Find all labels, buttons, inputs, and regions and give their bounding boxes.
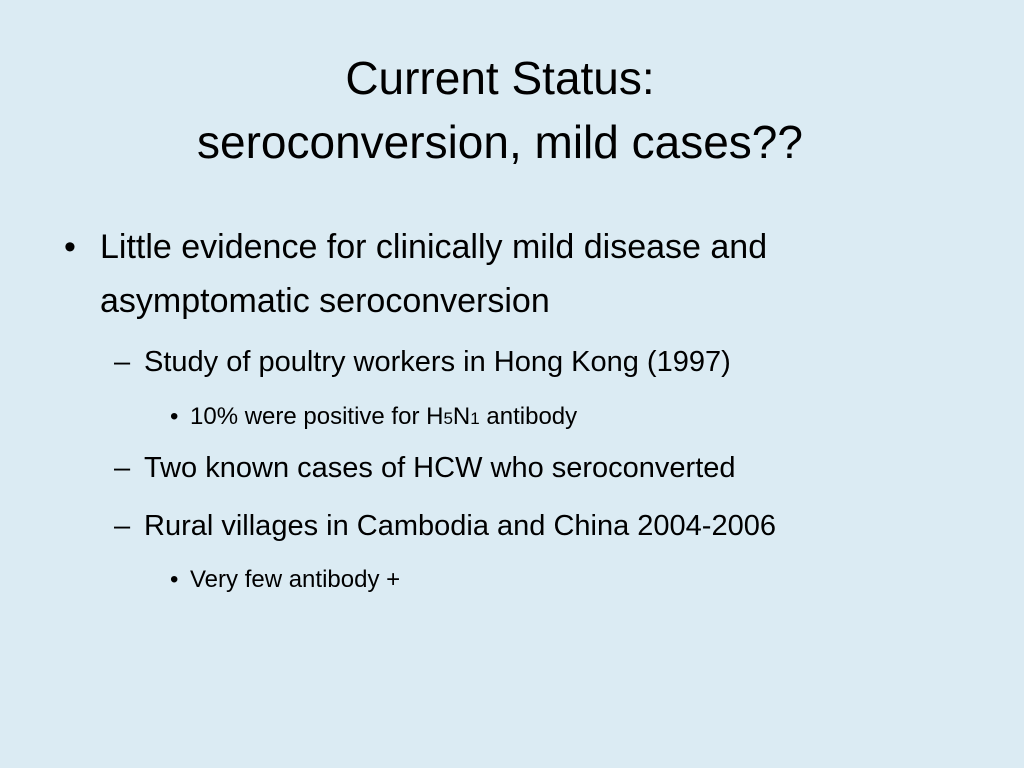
sub-bullet-hcw-cases — [114, 448, 736, 488]
title-line-2: seroconversion, mild cases?? — [197, 116, 803, 168]
sub-bullet-rural-villages — [114, 506, 776, 546]
bullet-marker: • — [170, 566, 179, 593]
text-suffix: antibody — [479, 403, 578, 430]
bullet-text-line-2: asymptomatic seroconversion — [100, 282, 550, 320]
text-n: N — [452, 403, 471, 430]
slide-title — [0, 46, 1000, 174]
dash-marker: – — [114, 346, 131, 378]
dash-marker: – — [114, 510, 131, 542]
sub-bullet-text: Study of poultry workers in Hong Kong (1997) — [144, 346, 731, 378]
sub-bullet-text: Two known cases of HCW who seroconverted — [144, 452, 736, 484]
sub-bullet-poultry-study — [114, 342, 731, 382]
sub-sub-bullet-few-antibody — [170, 563, 400, 597]
bullet-marker: • — [64, 228, 76, 266]
text-subscript-1: 1 — [470, 409, 480, 428]
dash-marker: – — [114, 452, 131, 484]
sub-sub-bullet-text: Very few antibody + — [190, 566, 401, 593]
text-subscript-5: 5 — [443, 409, 453, 428]
sub-sub-bullet-antibody-percent — [170, 400, 577, 436]
text-prefix: 10% were positive for H — [190, 403, 444, 430]
title-line-1: Current Status: — [345, 52, 655, 104]
bullet-item-1 — [64, 220, 767, 328]
bullet-text-line-1: Little evidence for clinically mild disease and — [100, 228, 768, 266]
sub-sub-bullet-text — [190, 400, 577, 436]
bullet-marker: • — [170, 403, 179, 430]
sub-bullet-text: Rural villages in Cambodia and China 2004-2006 — [144, 510, 776, 542]
